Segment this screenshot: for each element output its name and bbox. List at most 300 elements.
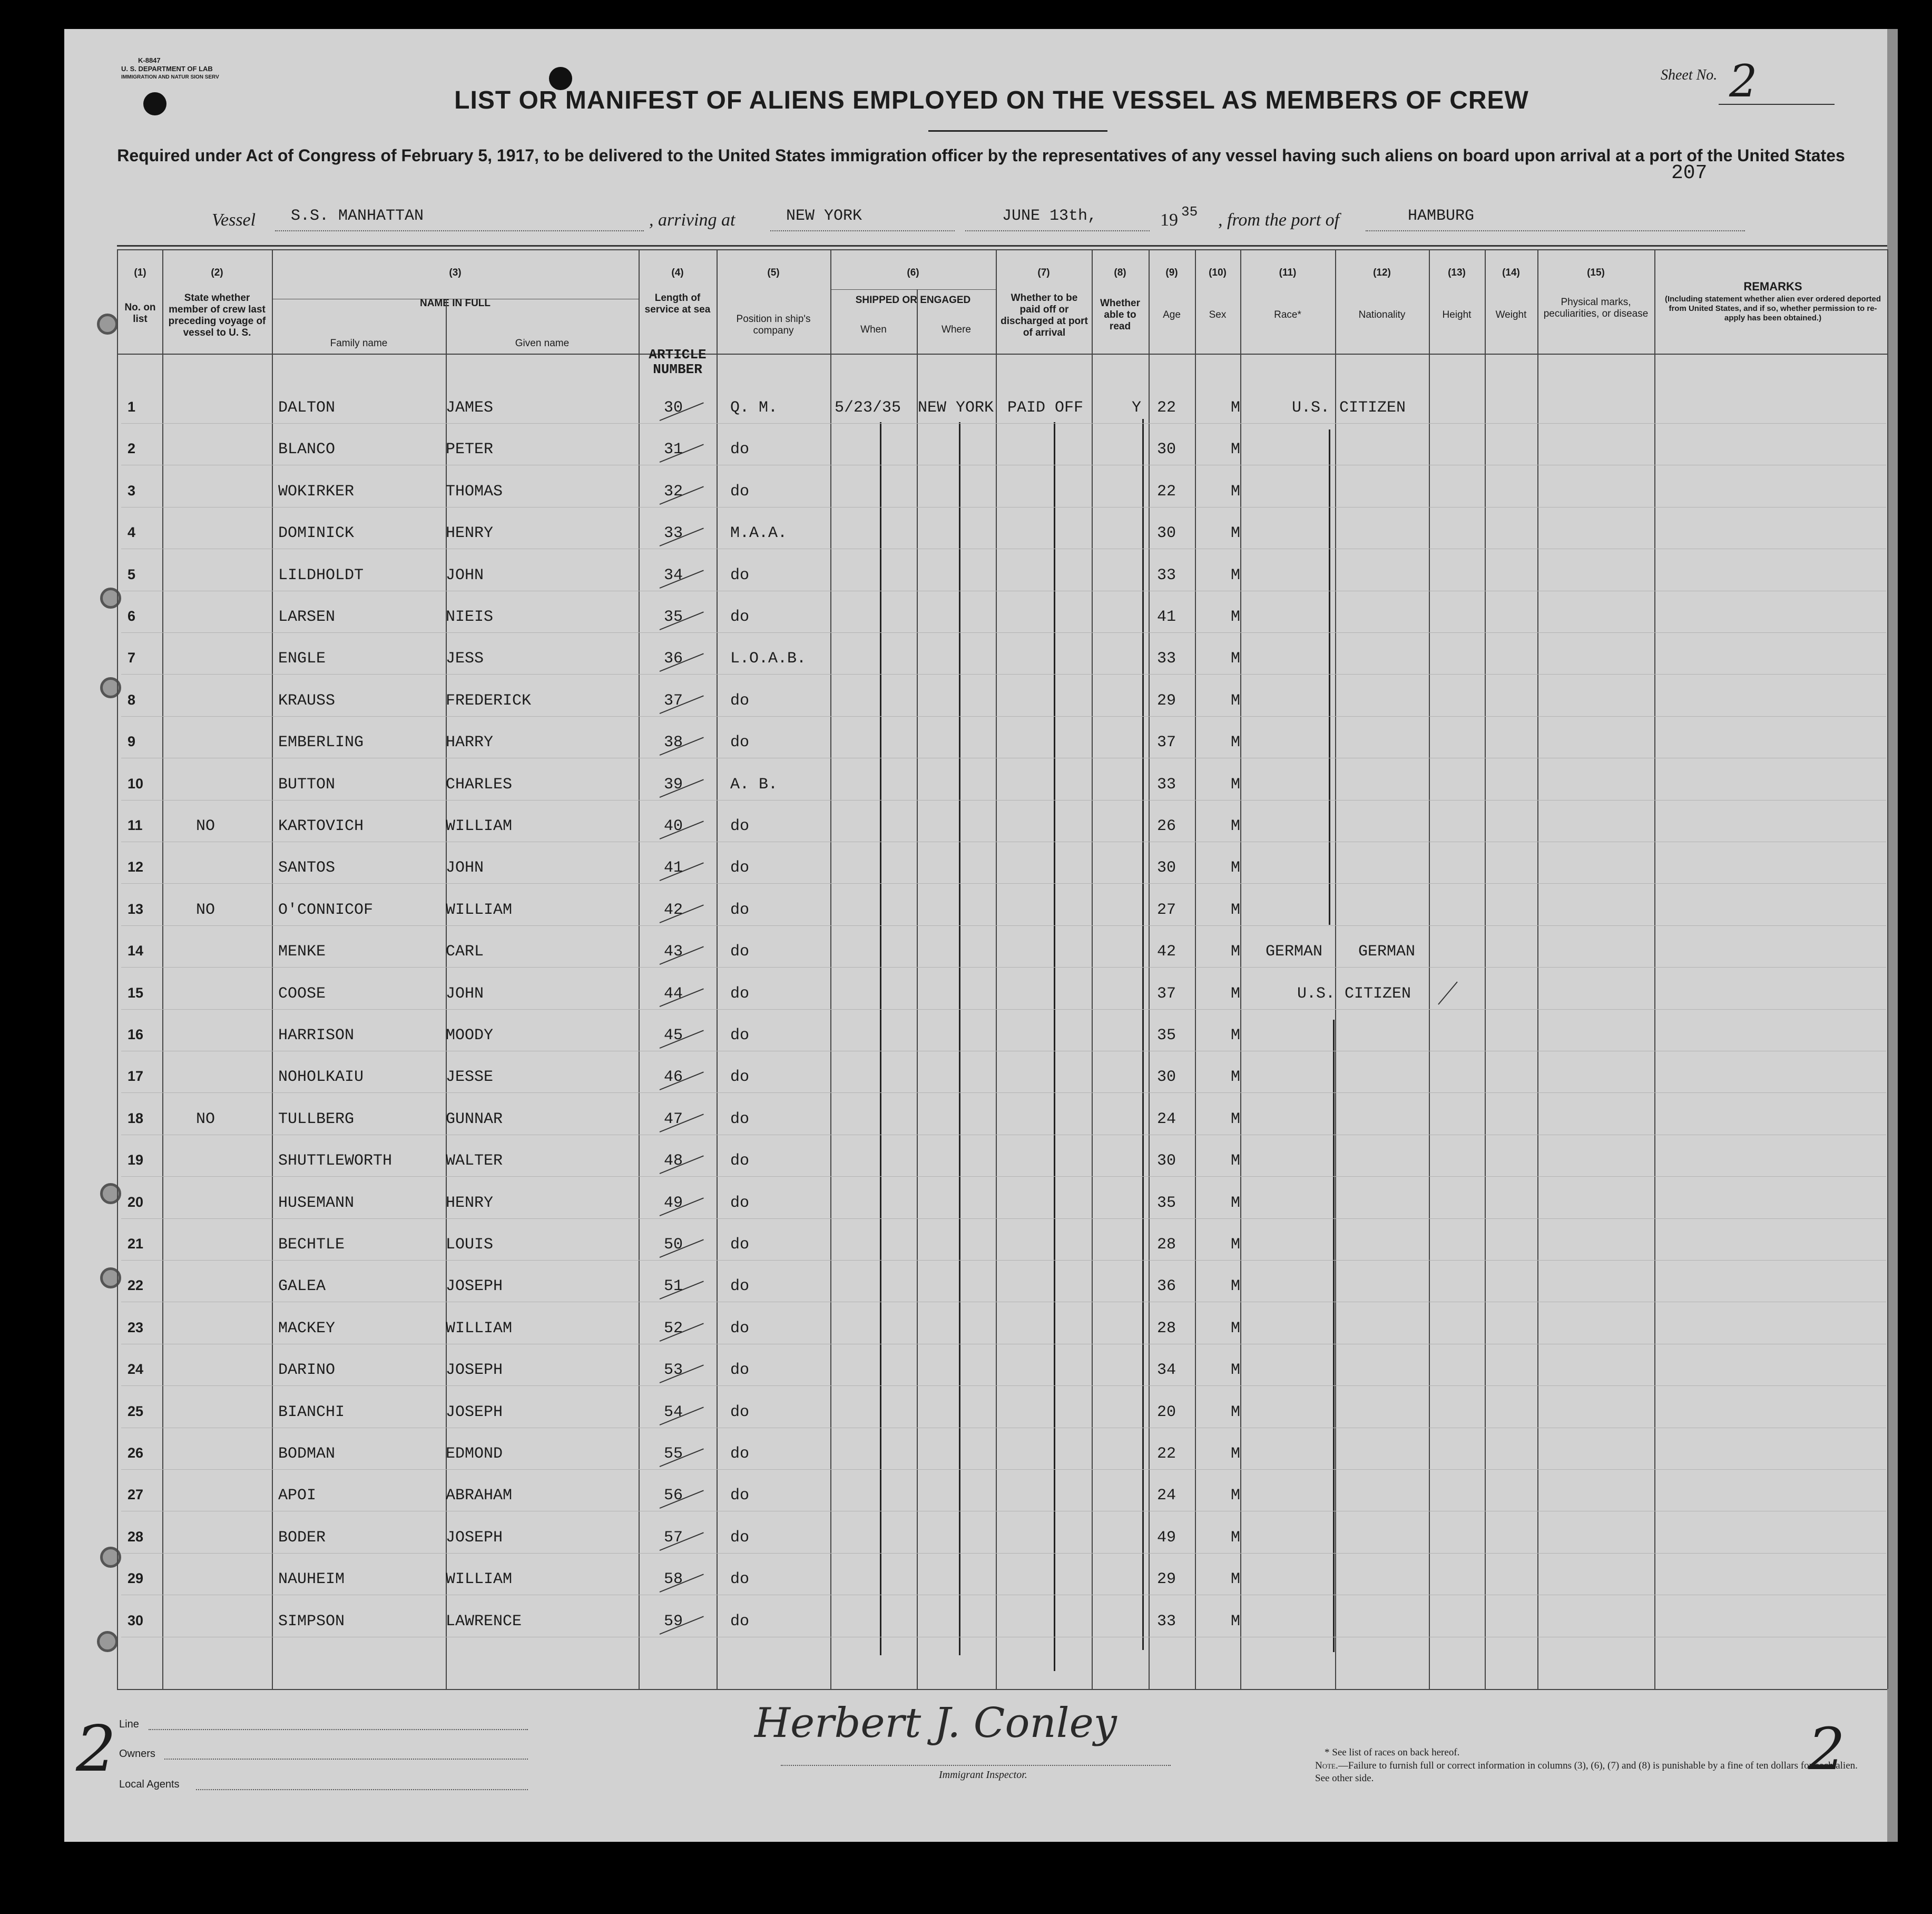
row-number: 7 xyxy=(128,650,136,666)
sex: M xyxy=(1231,1277,1241,1295)
year-prefix: 19 xyxy=(1160,210,1178,230)
ship-position: do xyxy=(730,985,750,1003)
article-number: 54 xyxy=(664,1403,683,1421)
row-guide xyxy=(121,1218,1886,1219)
family-name: NOHOLKAIU xyxy=(278,1068,364,1086)
col11-number: (11) xyxy=(1279,267,1297,278)
ship-position: do xyxy=(730,1529,750,1547)
row-number: 17 xyxy=(128,1068,144,1084)
shipped-when: 5/23/35 xyxy=(835,399,901,417)
binder-ring xyxy=(100,677,121,698)
row-guide xyxy=(121,1469,1886,1470)
local-agents-field xyxy=(196,1789,528,1790)
row-number: 29 xyxy=(128,1570,144,1586)
form-number: K-8847 xyxy=(138,56,161,64)
age: 41 xyxy=(1157,608,1176,626)
article-number: 45 xyxy=(664,1027,683,1044)
row-number: 11 xyxy=(128,817,143,833)
row-guide xyxy=(121,1092,1886,1093)
sex: M xyxy=(1231,399,1241,417)
row-guide xyxy=(121,1385,1886,1386)
row-guide xyxy=(121,632,1886,633)
previous-voyage: NO xyxy=(196,1110,215,1128)
remarks-note: (Including statement whether alien ever ordered deported from United States, and if so, whether permission to re-apply has been obtained.) xyxy=(1664,295,1881,323)
from-port-label: , from the port of xyxy=(1218,210,1340,230)
binder-ring xyxy=(97,1631,118,1652)
col12-number: (12) xyxy=(1373,267,1391,278)
ship-position: do xyxy=(730,1068,750,1086)
given-name: CARL xyxy=(446,943,484,961)
age: 24 xyxy=(1157,1110,1176,1128)
binder-ring xyxy=(100,1183,121,1204)
ship-position: do xyxy=(730,1277,750,1295)
ship-position: A. B. xyxy=(730,776,778,794)
signature-line xyxy=(781,1765,1171,1766)
departure-port: HAMBURG xyxy=(1366,207,1745,231)
age: 30 xyxy=(1157,1068,1176,1086)
family-name: MACKEY xyxy=(278,1320,336,1337)
given-name: LOUIS xyxy=(446,1236,494,1254)
col2-number: (2) xyxy=(211,267,223,278)
col3-header: NAME IN FULL xyxy=(419,298,491,309)
article-number: 42 xyxy=(664,901,683,919)
table-top-rule xyxy=(117,245,1898,247)
row-number: 21 xyxy=(128,1236,144,1252)
given-name: JOSEPH xyxy=(446,1529,503,1547)
given-name: JOSEPH xyxy=(446,1277,503,1295)
ship-position: do xyxy=(730,734,750,751)
table-top-rule-2 xyxy=(117,249,1898,250)
sex: M xyxy=(1231,817,1241,835)
given-name: JESSE xyxy=(446,1068,494,1086)
inspector-signature: Herbert J. Conley xyxy=(754,1700,1117,1747)
article-number: 40 xyxy=(664,817,683,835)
col7-header: Whether to be paid off or discharged at port of arrival xyxy=(1001,292,1088,338)
age: 27 xyxy=(1157,901,1176,919)
given-name: WILLIAM xyxy=(446,817,513,835)
row-guide xyxy=(121,1260,1886,1261)
age: 30 xyxy=(1157,859,1176,877)
article-number: 32 xyxy=(664,483,683,501)
ship-position: do xyxy=(730,901,750,919)
sheet-label: Sheet No. xyxy=(1661,67,1718,83)
inspector-label: Immigrant Inspector. xyxy=(939,1769,1027,1781)
column-rule xyxy=(917,289,918,1689)
col10-number: (10) xyxy=(1209,267,1227,278)
sex: M xyxy=(1231,483,1241,501)
article-number: 53 xyxy=(664,1361,683,1379)
article-number: 56 xyxy=(664,1487,683,1505)
owners-field xyxy=(164,1759,528,1760)
ship-position: do xyxy=(730,608,750,626)
column-rule xyxy=(1887,249,1888,1689)
age: 20 xyxy=(1157,1403,1176,1421)
row-guide xyxy=(121,883,1886,884)
binder-ring xyxy=(100,1547,121,1568)
sex: M xyxy=(1231,608,1241,626)
given-name: JOHN xyxy=(446,859,484,877)
sex: M xyxy=(1231,524,1241,542)
ship-position: do xyxy=(730,1487,750,1505)
title-rule xyxy=(928,130,1107,132)
arrival-date: JUNE 13th, xyxy=(965,207,1150,231)
age: 24 xyxy=(1157,1487,1176,1505)
family-name: HARRISON xyxy=(278,1027,355,1044)
column-rule xyxy=(117,249,118,1689)
row-number: 26 xyxy=(128,1445,144,1461)
article-number: 48 xyxy=(664,1152,683,1170)
family-name: SIMPSON xyxy=(278,1613,345,1630)
row-number: 8 xyxy=(128,692,136,708)
sex: M xyxy=(1231,985,1241,1003)
row-number: 14 xyxy=(128,943,144,959)
sex: M xyxy=(1231,943,1241,961)
arriving-label: , arriving at xyxy=(649,210,735,230)
article-number: 33 xyxy=(664,524,683,542)
line-field xyxy=(149,1729,528,1730)
family-name: MENKE xyxy=(278,943,326,961)
punch-hole xyxy=(143,92,166,115)
given-name: NIEIS xyxy=(446,608,494,626)
page-title: LIST OR MANIFEST OF ALIENS EMPLOYED ON THE VESSEL AS MEMBERS OF CREW xyxy=(454,86,1529,114)
row-number: 18 xyxy=(128,1110,144,1126)
row-guide xyxy=(121,1009,1886,1010)
family-name: BUTTON xyxy=(278,776,336,794)
ship-position: do xyxy=(730,1236,750,1254)
col15-number: (15) xyxy=(1587,267,1605,278)
age: 22 xyxy=(1157,399,1176,417)
given-name: JAMES xyxy=(446,399,494,417)
row-guide xyxy=(121,423,1886,424)
owners-label: Owners xyxy=(119,1748,155,1760)
able-to-read: Y xyxy=(1132,399,1142,417)
col6-header: SHIPPED OR ENGAGED xyxy=(855,295,971,306)
vessel-name: S.S. MANHATTAN xyxy=(275,207,644,231)
row-number: 15 xyxy=(128,985,144,1001)
ship-position: do xyxy=(730,817,750,835)
family-name: SHUTTLEWORTH xyxy=(278,1152,393,1170)
article-number: 51 xyxy=(664,1277,683,1295)
row-guide xyxy=(121,1176,1886,1177)
article-number: 59 xyxy=(664,1613,683,1630)
given-name: JOHN xyxy=(446,567,484,584)
sex: M xyxy=(1231,1236,1241,1254)
given-name: JESS xyxy=(446,650,484,668)
sex: M xyxy=(1231,859,1241,877)
ditto-line-when xyxy=(880,422,881,1655)
ship-position: do xyxy=(730,567,750,584)
row-number: 5 xyxy=(128,567,136,582)
family-name: NAUHEIM xyxy=(278,1570,345,1588)
col4-number: (4) xyxy=(671,267,684,278)
row-number: 3 xyxy=(128,483,136,499)
given-name: HENRY xyxy=(446,1194,494,1212)
col9-number: (9) xyxy=(1165,267,1178,278)
row-number: 2 xyxy=(128,441,136,456)
sex: M xyxy=(1231,1320,1241,1337)
age: 37 xyxy=(1157,734,1176,751)
page-subtitle: Required under Act of Congress of February 5, 1917, to be delivered to the United States immigration officer by the representatives of any vessel having such aliens on board upon arrival at a port of the United States xyxy=(117,146,1845,165)
sex: M xyxy=(1231,1570,1241,1588)
age: 22 xyxy=(1157,1445,1176,1463)
family-name: DOMINICK xyxy=(278,524,355,542)
family-name: SANTOS xyxy=(278,859,336,877)
article-number: 47 xyxy=(664,1110,683,1128)
row-number: 28 xyxy=(128,1529,144,1545)
ship-position: do xyxy=(730,1445,750,1463)
col13-header: Height xyxy=(1442,309,1472,320)
article-number: 46 xyxy=(664,1068,683,1086)
ship-position: do xyxy=(730,943,750,961)
given-name: ABRAHAM xyxy=(446,1487,513,1505)
ship-position: do xyxy=(730,1613,750,1630)
age: 37 xyxy=(1157,985,1176,1003)
department-name: U. S. DEPARTMENT OF LAB xyxy=(121,65,213,73)
col6-number: (6) xyxy=(907,267,919,278)
ship-position: do xyxy=(730,1027,750,1044)
manifest-sheet xyxy=(64,29,1898,1842)
ship-position: Q. M. xyxy=(730,399,778,417)
row-guide xyxy=(121,1553,1886,1554)
col2-header: State whether member of crew last preceding voyage of vessel to U. S. xyxy=(168,292,266,338)
age: 33 xyxy=(1157,1613,1176,1630)
family-name: WOKIRKER xyxy=(278,483,355,501)
where-header: Where xyxy=(942,324,971,335)
ship-position: do xyxy=(730,692,750,710)
sex: M xyxy=(1231,650,1241,668)
article-number: 39 xyxy=(664,776,683,794)
age: 28 xyxy=(1157,1320,1176,1337)
sex: M xyxy=(1231,1487,1241,1505)
age: 28 xyxy=(1157,1236,1176,1254)
age: 35 xyxy=(1157,1027,1176,1044)
race: U.S. CITIZEN xyxy=(1297,985,1411,1003)
given-name-header: Given name xyxy=(515,338,570,349)
sex: M xyxy=(1231,441,1241,458)
row-number: 22 xyxy=(128,1277,144,1293)
ship-position: do xyxy=(730,483,750,501)
age: 30 xyxy=(1157,524,1176,542)
shipped-subheader-rule xyxy=(830,289,996,290)
given-name: EDMOND xyxy=(446,1445,503,1463)
given-name: CHARLES xyxy=(446,776,513,794)
col7-number: (7) xyxy=(1037,267,1050,278)
previous-voyage: NO xyxy=(196,901,215,919)
age: 30 xyxy=(1157,1152,1176,1170)
row-number: 30 xyxy=(128,1613,144,1628)
family-name: ENGLE xyxy=(278,650,326,668)
col8-number: (8) xyxy=(1114,267,1126,278)
family-name: DALTON xyxy=(278,399,336,417)
col4-header: Length of service at sea xyxy=(644,292,711,315)
nationality: GERMAN xyxy=(1358,943,1416,961)
article-number: 41 xyxy=(664,859,683,877)
given-name: JOSEPH xyxy=(446,1403,503,1421)
page-edge xyxy=(1887,29,1898,1842)
row-guide xyxy=(121,925,1886,926)
penalty-note xyxy=(1315,1760,1863,1785)
age: 35 xyxy=(1157,1194,1176,1212)
binder-ring xyxy=(97,314,118,335)
ditto-line-read xyxy=(1142,419,1144,1650)
row-number: 1 xyxy=(128,399,136,415)
sex: M xyxy=(1231,1361,1241,1379)
row-number: 13 xyxy=(128,901,144,917)
sex: M xyxy=(1231,1403,1241,1421)
family-name: KRAUSS xyxy=(278,692,336,710)
age: 49 xyxy=(1157,1529,1176,1547)
col5-number: (5) xyxy=(767,267,780,278)
row-guide xyxy=(121,674,1886,675)
age: 36 xyxy=(1157,1277,1176,1295)
col3-number: (3) xyxy=(449,267,462,278)
family-name: BLANCO xyxy=(278,441,336,458)
age: 33 xyxy=(1157,776,1176,794)
race: GERMAN xyxy=(1266,943,1323,961)
given-name: WALTER xyxy=(446,1152,503,1170)
sex: M xyxy=(1231,1027,1241,1044)
header-bottom-rule xyxy=(117,354,1898,355)
col12-header: Nationality xyxy=(1358,309,1406,320)
col5-header: Position in ship's company xyxy=(736,314,811,336)
sex: M xyxy=(1231,1613,1241,1630)
article-number: 49 xyxy=(664,1194,683,1212)
family-name-header: Family name xyxy=(330,338,388,349)
age: 30 xyxy=(1157,441,1176,458)
family-name: LARSEN xyxy=(278,608,336,626)
row-number: 16 xyxy=(128,1027,144,1042)
table-bottom-rule xyxy=(117,1689,1898,1690)
family-name: O'CONNICOF xyxy=(278,901,374,919)
family-name: LILDHOLDT xyxy=(278,567,364,584)
remarks-header: REMARKS xyxy=(1743,280,1802,293)
col1-header: No. on list xyxy=(124,302,156,325)
ship-position: do xyxy=(730,441,750,458)
age: 26 xyxy=(1157,817,1176,835)
given-name: THOMAS xyxy=(446,483,503,501)
article-number: 30 xyxy=(664,399,683,417)
line-label: Line xyxy=(119,1718,139,1730)
stamp-number: 207 xyxy=(1671,162,1708,184)
article-number: 38 xyxy=(664,734,683,751)
row-guide xyxy=(121,716,1886,717)
note-text: —Failure to furnish full or correct information in columns (3), (6), (7) and (8) is punishable by a fine of ten dollars for each alien. See other side. xyxy=(1315,1760,1858,1784)
previous-voyage: NO xyxy=(196,817,215,835)
given-name: JOSEPH xyxy=(446,1361,503,1379)
given-name: HARRY xyxy=(446,734,494,751)
family-name: TULLBERG xyxy=(278,1110,355,1128)
family-name: EMBERLING xyxy=(278,734,364,751)
col14-number: (14) xyxy=(1502,267,1520,278)
article-number-overlay: ARTICLE NUMBER xyxy=(649,347,707,377)
vessel-line xyxy=(212,204,1792,239)
ship-position: do xyxy=(730,1110,750,1128)
given-name: GUNNAR xyxy=(446,1110,503,1128)
article-number: 36 xyxy=(664,650,683,668)
row-number: 23 xyxy=(128,1320,144,1335)
row-number: 24 xyxy=(128,1361,144,1377)
binder-ring xyxy=(100,1267,121,1288)
given-name: WILLIAM xyxy=(446,1320,513,1337)
article-number: 58 xyxy=(664,1570,683,1588)
sex: M xyxy=(1231,1445,1241,1463)
shipped-where: NEW YORK xyxy=(918,399,994,417)
ship-position: do xyxy=(730,1403,750,1421)
when-header: When xyxy=(860,324,887,335)
col8-header: Whether able to read xyxy=(1100,298,1140,332)
year-value: 35 xyxy=(1181,204,1198,220)
col14-header: Weight xyxy=(1495,309,1527,320)
ditto-line-race-upper xyxy=(1329,429,1330,925)
age: 33 xyxy=(1157,567,1176,584)
col13-number: (13) xyxy=(1448,267,1466,278)
age: 34 xyxy=(1157,1361,1176,1379)
ditto-line-race-lower xyxy=(1333,1020,1335,1652)
sex: M xyxy=(1231,776,1241,794)
article-number: 31 xyxy=(664,441,683,458)
note-label: Note. xyxy=(1315,1760,1338,1771)
family-name: KARTOVICH xyxy=(278,817,364,835)
ditto-line-paid xyxy=(1054,422,1055,1671)
family-name: BIANCHI xyxy=(278,1403,345,1421)
article-number: 37 xyxy=(664,692,683,710)
sex: M xyxy=(1231,1194,1241,1212)
family-name: HUSEMANN xyxy=(278,1194,355,1212)
sex: M xyxy=(1231,1152,1241,1170)
row-number: 4 xyxy=(128,524,136,540)
family-name: APOI xyxy=(278,1487,317,1505)
age: 42 xyxy=(1157,943,1176,961)
sex: M xyxy=(1231,1529,1241,1547)
col15-header: Physical marks, peculiarities, or disease xyxy=(1543,297,1649,319)
family-name: COOSE xyxy=(278,985,326,1003)
given-name: WILLIAM xyxy=(446,1570,513,1588)
binder-ring xyxy=(100,588,121,609)
sex: M xyxy=(1231,1068,1241,1086)
arrival-port: NEW YORK xyxy=(770,207,955,231)
ship-position: do xyxy=(730,1320,750,1337)
sex: M xyxy=(1231,692,1241,710)
article-number: 43 xyxy=(664,943,683,961)
row-number: 19 xyxy=(128,1152,144,1168)
family-name: GALEA xyxy=(278,1277,326,1295)
age: 22 xyxy=(1157,483,1176,501)
row-number: 12 xyxy=(128,859,144,875)
sex: M xyxy=(1231,1110,1241,1128)
row-number: 10 xyxy=(128,776,144,792)
ditto-line-where xyxy=(959,422,960,1655)
corner-mark-right: 2 xyxy=(1808,1715,1845,1783)
sheet-underline xyxy=(1719,104,1835,105)
service-name: IMMIGRATION AND NATUR SION SERV xyxy=(121,74,219,80)
family-name: DARINO xyxy=(278,1361,336,1379)
paid-off: PAID OFF xyxy=(1007,399,1084,417)
race: U.S. CITIZEN xyxy=(1292,399,1406,417)
ship-position: do xyxy=(730,1152,750,1170)
corner-mark-left: 2 xyxy=(76,1713,116,1786)
sheet-number: 2 xyxy=(1729,55,1758,107)
family-name: BODER xyxy=(278,1529,326,1547)
family-name: BECHTLE xyxy=(278,1236,345,1254)
race-footnote: * See list of races on back hereof. xyxy=(1325,1747,1460,1758)
article-number: 35 xyxy=(664,608,683,626)
row-number: 9 xyxy=(128,734,136,749)
ship-position: L.O.A.B. xyxy=(730,650,807,668)
sex: M xyxy=(1231,901,1241,919)
ship-position: do xyxy=(730,1194,750,1212)
given-name: LAWRENCE xyxy=(446,1613,522,1630)
col11-header: Race* xyxy=(1274,309,1301,320)
